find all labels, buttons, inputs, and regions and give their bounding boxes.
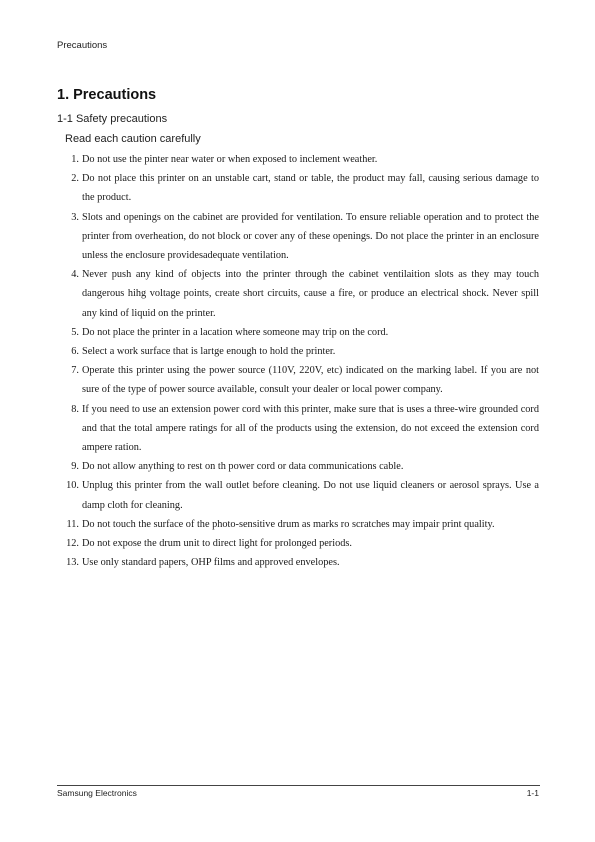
caution-item <box>62 169 539 207</box>
caution-item <box>62 553 539 572</box>
footer-divider <box>57 785 540 786</box>
caution-text: Unplug this printer from the wall outlet before cleaning. Do not use liquid cleaners or aerosol sprays. Use a damp cloth for cleaning. <box>82 480 539 511</box>
caution-text: Do not touch the surface of the photo-sensitive drum as marks ro scratches may impair print quality. <box>82 518 495 530</box>
caution-number: 12. <box>66 538 79 550</box>
caution-text: Select a work surface that is lartge enough to hold the printer. <box>82 346 336 358</box>
caution-text: Do not place this printer on an unstable cart, stand or table, the product may fall, causing serious damage to the product. <box>82 173 539 204</box>
caution-item <box>62 342 539 361</box>
section-title: 1-1 Safety precautions <box>57 113 168 125</box>
caution-number: 4. <box>71 269 79 281</box>
caution-text: Do not expose the drum unit to direct light for prolonged periods. <box>82 538 352 550</box>
caution-text: Do not allow anything to rest on th power cord or data communications cable. <box>82 461 404 473</box>
chapter-title: 1. Precautions <box>57 87 157 103</box>
caution-number: 7. <box>71 365 79 377</box>
running-header: Precautions <box>57 40 108 51</box>
footer-company: Samsung Electronics <box>57 788 137 798</box>
caution-text: If you need to use an extension power cord with this printer, make sure that is uses a three-wire grounded cord and that the total ampere ratings for all of the products using the extension, do not exceed the extension cord ampere ration. <box>82 403 539 454</box>
caution-number: 3. <box>71 211 79 223</box>
caution-number: 13. <box>66 557 79 569</box>
caution-text: Slots and openings on the cabinet are provided for ventilation. To ensure reliable operation and to protect the printer from overheation, do not block or cover any of these openings. Do not place the printer in an enclosure unless the enclosure providesadequate ventilation. <box>82 211 539 262</box>
caution-text: Operate this printer using the power source (110V, 220V, etc) indicated on the marking label. If you are not sure of the type of power source available, consult your dealer or local power company. <box>82 365 539 396</box>
caution-item <box>62 265 539 323</box>
caution-number: 9. <box>71 461 79 473</box>
caution-item <box>62 457 539 476</box>
caution-item <box>62 515 539 534</box>
caution-text: Do not place the printer in a lacation where someone may trip on the cord. <box>82 326 389 338</box>
caution-number: 8. <box>71 403 79 415</box>
caution-item <box>62 361 539 399</box>
caution-item <box>62 323 539 342</box>
caution-number: 10. <box>66 480 79 492</box>
caution-number: 1. <box>71 154 79 165</box>
section-intro: Read each caution carefully <box>65 133 201 145</box>
caution-item <box>62 208 539 266</box>
caution-item <box>62 476 539 514</box>
caution-item <box>62 400 539 458</box>
caution-text: Use only standard papers, OHP films and approved envelopes. <box>82 557 340 569</box>
caution-item <box>62 150 539 169</box>
caution-text: Do not use the pinter near water or when exposed to inclement weather. <box>82 154 378 165</box>
caution-number: 11. <box>66 518 79 530</box>
caution-number: 2. <box>71 173 79 185</box>
caution-number: 6. <box>71 346 79 358</box>
page-number: 1-1 <box>526 788 539 798</box>
caution-number: 5. <box>71 326 79 338</box>
caution-item <box>62 534 539 553</box>
caution-text: Never push any kind of objects into the printer through the cabinet ventilaition slots as they may touch dangerous hihg voltage points, create short circuits, cause a fire, or produce an electrical shock. Never spill any kind of liquid on the printer. <box>82 269 539 319</box>
caution-list <box>62 150 539 572</box>
